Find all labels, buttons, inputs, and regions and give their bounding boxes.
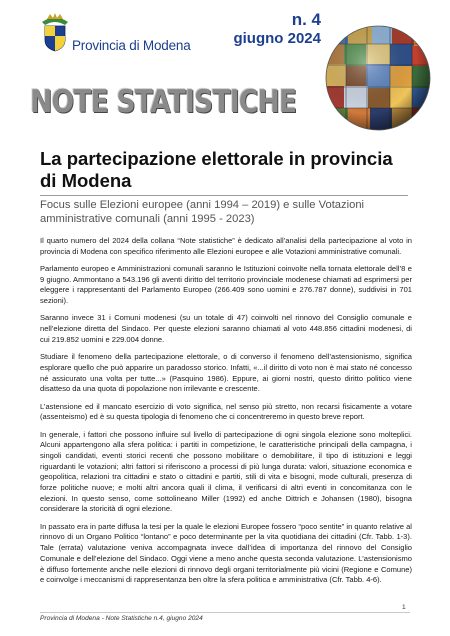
- body-paragraph: Parlamento europeo e Amministrazioni comunali saranno le Istituzioni coinvolte nella tornata elettorale dell’8 e 9 giugno. Ammontano a 543.196 gli aventi diritto del territorio provinciale modenese chiamati ad esprimersi per eleggere i rappresentanti del Parlamento Europeo (266.409 sono uomini e 276.787 donne), suddivisi in 701 sezioni).: [40, 264, 412, 306]
- body-paragraph: Saranno invece 31 i Comuni modenesi (su un totale di 47) coinvolti nel rinnovo del Consiglio comunale e nell’elezione diretta del Sindaco. Per queste elezioni saranno chiamati al voto 448.856 cittadini modenesi, di cui 219.852 uomini e 229.004 donne.: [40, 313, 412, 344]
- article-body: [40, 236, 412, 593]
- footer-text: Provincia di Modena - Note Statistiche n.4, giugno 2024: [40, 615, 203, 622]
- body-paragraph: In generale, i fattori che possono influire sul livello di partecipazione di ogni singola elezione sono molteplici. Alcuni appartengono alla sfera politica: i partiti in competizione, le caratteristiche principali della campagna, i singoli candidati, eventi storici recenti che possono mobilitare o demobilitare, il tipo di istituzioni e leggi riguardanti le votazioni; altri fattori si riferiscono a processi di più lunga durata: valori, situazione economica e geopolitica, relazioni tra cittadini e stato o cittadini e partiti, stili di vita e bisogni, mode culturali, presenza di forze politiche nuove; e molti altri ancora quali il clima, il verificarsi di altri eventi in concomitanza con le elezioni. In questo senso, come sottolineano Miller (1992) ed anche Dittrich e Johansen (1980), bisogna considerare la storicità di ogni elezione.: [40, 429, 412, 514]
- article-subtitle: Focus sulle Elezioni europee (anni 1994 – 2019) e sulle Votazioni amministrative comunali (anni 1995 - 2023): [40, 199, 365, 225]
- page-number: 1: [402, 604, 406, 611]
- page-header: [0, 0, 450, 148]
- org-name: Provincia di Modena: [72, 38, 191, 53]
- body-paragraph: Il quarto numero del 2024 della collana “Note statistiche” è dedicato all’analisi della partecipazione al voto in provincia di Modena con specifico riferimento alle Elezioni europee e alle Votazioni amministrative comunali.: [40, 236, 412, 256]
- issue-date: giugno 2024: [233, 30, 321, 47]
- footer-divider: [40, 612, 410, 613]
- body-paragraph: In passato era in parte diffusa la tesi per la quale le elezioni Europee fossero “poco sentite” in quanto relative al rinnovo di un Organo Politico “lontano” e poco determinante per la vita quotidiana dei cittadini (Cfr. Tabb. 1-3). Tale (errata) valutazione veniva accompagnata invece dall’idea di importanza del rinnovo del Consiglio Comunale e dell’elezione del Sindaco. Oggi viene a meno anche questa seconda valutazione. L’astensionismo è diffuso fortemente anche nelle elezioni di rinnovo degli organi territorialmente più vicini (Regione e Comune) e coinvolge i meccanismi di rappresentanza ben oltre la sfera politica e amministrativa (Cfr. Tabb. 4-6).: [40, 521, 412, 585]
- issue-info: [233, 10, 321, 48]
- provincia-crest-icon: [38, 12, 72, 52]
- article-title: La partecipazione elettorale in provincia di Modena: [40, 148, 393, 191]
- photo-mosaic-globe-icon: [322, 22, 434, 134]
- title-divider: [40, 195, 408, 196]
- series-title: NOTE STATISTICHE: [30, 84, 297, 120]
- body-paragraph: Studiare il fenomeno della partecipazione elettorale, o di converso il fenomeno dell’astensionismo, significa esplorare quello che può apparire un paradosso storico. Infatti, «...il diritto di voto non è mai stato né concesso né assicurato una volta per tutte...» (Pasquino 1986). Eppure, ai giorni nostri, questo diritto politico viene disatteso da una quota di popolazione non irrilevante e crescente.: [40, 352, 412, 394]
- issue-number: n. 4: [291, 10, 321, 29]
- body-paragraph: L’astensione ed il mancato esercizio di voto significa, nel senso più stretto, non recarsi fisicamente a votare (assenteismo) ed è su questa tipologia di fenomeno che ci concentreremo in questo breve report.: [40, 401, 412, 422]
